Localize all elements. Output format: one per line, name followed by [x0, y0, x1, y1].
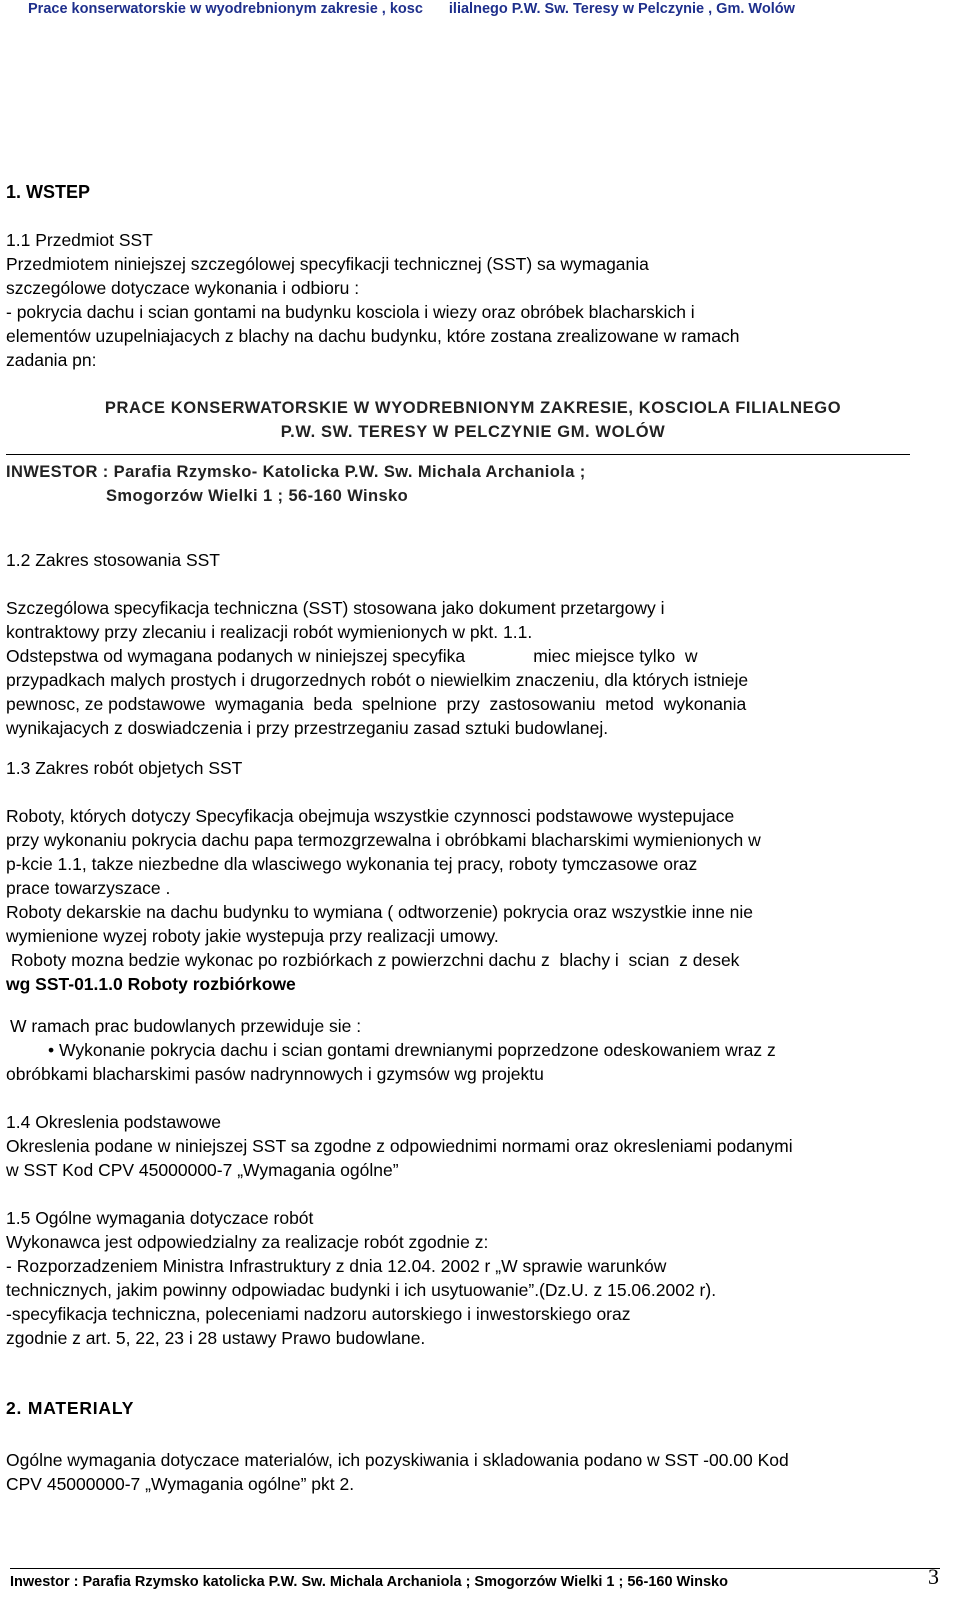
s13-last-bold: SST-01.1.0 Roboty rozbiórkowe [35, 974, 296, 994]
section-1-1-title: 1.1 Przedmiot SST [6, 230, 153, 250]
footer-divider [10, 1568, 940, 1569]
investor-address: Smogorzów Wielki 1 ; 56-160 Winsko [106, 487, 409, 505]
s11-line-1: Przedmiotem niniejszej szczególowej specyfikacji technicznej (SST) sa wymagania [6, 254, 649, 274]
document-body [6, 180, 940, 1496]
bullet-line-1: • Wykonanie pokrycia dachu i scian gontami drewnianymi poprzedzone odeskowaniem wraz z [48, 1040, 776, 1060]
section-1-5-title: 1.5 Ogólne wymagania dotyczace robót [6, 1208, 314, 1228]
running-header-right: ilialnego P.W. Sw. Teresy w Pelczynie , Gm. Wolów [448, 1, 795, 17]
s15-line-5: zgodnie z art. 5, 22, 23 i 28 ustawy Prawo budowlane. [6, 1328, 426, 1348]
s11-line-3: - pokrycia dachu i scian gontami na budynku kosciola i wiezy oraz obróbek blacharskich i [6, 302, 695, 322]
s15-line-4: -specyfikacja techniczna, poleceniami nadzoru autorskiego i inwestorskiego oraz [6, 1304, 631, 1324]
s13-line-5: Roboty dekarskie na dachu budynku to wymiana ( odtworzenie) pokrycia oraz wszystkie inne nie [6, 902, 754, 922]
s13-line-6: wymienione wyzej roboty jakie wystepuja przy realizacji umowy. [6, 926, 499, 946]
s13-line-7: Roboty mozna bedzie wykonac po rozbiórkach z powierzchni dachu z blachy i scian z desek [6, 950, 740, 970]
running-header [28, 0, 948, 18]
scope-intro: W ramach prac budowlanych przewiduje sie : [10, 1016, 362, 1036]
s11-line-5: zadania pn: [6, 350, 97, 370]
s12-line-5: pewnosc, ze podstawowe wymagania beda spelnione przy zastosowaniu metod wykonania [6, 694, 747, 714]
s15-line-2: - Rozporzadzeniem Ministra Infrastruktury z dnia 12.04. 2002 r „W sprawie warunków [6, 1256, 667, 1276]
page-number: 3 [928, 1564, 939, 1589]
s14-line-1: Okreslenia podane w niniejszej SST sa zgodne z odpowiednimi normami oraz okresleniami podanymi [6, 1136, 793, 1156]
s2-line-1: Ogólne wymagania dotyczace materialów, ich pozyskiwania i skladowania podano w SST -00.00 Kod [6, 1450, 789, 1470]
s12-line-2: kontraktowy przy zlecaniu i realizacji robót wymienionych w pkt. 1.1. [6, 622, 533, 642]
s13-line-8 [6, 972, 940, 996]
s2-line-2: CPV 45000000-7 „Wymagania ogólne” pkt 2. [6, 1474, 355, 1494]
running-header-left: Prace konserwatorskie w wyodrebnionym zakresie , kosc [28, 1, 423, 17]
investment-title-line-1: PRACE KONSERWATORSKIE W WYODREBNIONYM ZAKRESIE, KOSCIOLA FILIALNEGO [104, 399, 842, 417]
page-footer [10, 1564, 960, 1600]
section-2-heading: 2. MATERIALY [6, 1398, 135, 1418]
s15-line-1: Wykonawca jest odpowiedzialny za realizacje robót zgodnie z: [6, 1232, 489, 1252]
s12-line-1: Szczególowa specyfikacja techniczna (SST) stosowana jako dokument przetargowy i [6, 598, 665, 618]
s13-line-1: Roboty, których dotyczy Specyfikacja obejmuja wszystkie czynnosci podstawowe wystepujace [6, 806, 735, 826]
s11-line-2: szczególowe dotyczace wykonania i odbioru : [6, 278, 360, 298]
s11-line-4: elementów uzupelniajacych z blachy na dachu budynku, które zostana zrealizowane w ramach [6, 326, 740, 346]
s13-last-plain: wg [6, 974, 36, 994]
investor-divider [6, 454, 910, 455]
section-1-4-title: 1.4 Okreslenia podstawowe [6, 1112, 221, 1132]
section-1-2-title: 1.2 Zakres stosowania SST [6, 550, 220, 570]
section-1-heading: 1. WSTEP [6, 182, 91, 202]
s13-line-4: prace towarzyszace . [6, 878, 171, 898]
s13-line-2: przy wykonaniu pokrycia dachu papa termozgrzewalna i obróbkami blacharskimi wymienionych w [6, 830, 761, 850]
investor-line: INWESTOR : Parafia Rzymsko- Katolicka P.W. Sw. Michala Archaniola ; [6, 463, 586, 481]
bullet-line-2: obróbkami blacharskimi pasów nadrynnowych i gzymsów wg projektu [6, 1064, 544, 1084]
s14-line-2: w SST Kod CPV 45000000-7 „Wymagania ogólne” [6, 1160, 399, 1180]
investment-title-line-2: P.W. SW. TERESY W PELCZYNIE GM. WOLÓW [280, 423, 666, 441]
section-1-3-title: 1.3 Zakres robót objetych SST [6, 758, 243, 778]
s12-line-3: Odstepstwa od wymagana podanych w niniejszej specyfika miec miejsce tylko w [6, 646, 698, 666]
footer-investor-text: Inwestor : Parafia Rzymsko katolicka P.W. Sw. Michala Archaniola ; Smogorzów Wielki 1 ; 56-160 Winsko [10, 1574, 728, 1590]
s12-line-6: wynikajacych z doswiadczenia i przy przestrzeganiu zasad sztuki budowlanej. [6, 718, 609, 738]
s12-line-4: przypadkach malych prostych i drugorzednych robót o niewielkim znaczeniu, dla których istnieje [6, 670, 749, 690]
s13-line-3: p-kcie 1.1, takze niezbedne dla wlasciwego wykonania tej pracy, roboty tymczasowe oraz [6, 854, 698, 874]
s15-line-3: technicznych, jakim powinny odpowiadac budynki i ich usytuowanie”.(Dz.U. z 15.06.2002 r). [6, 1280, 717, 1300]
